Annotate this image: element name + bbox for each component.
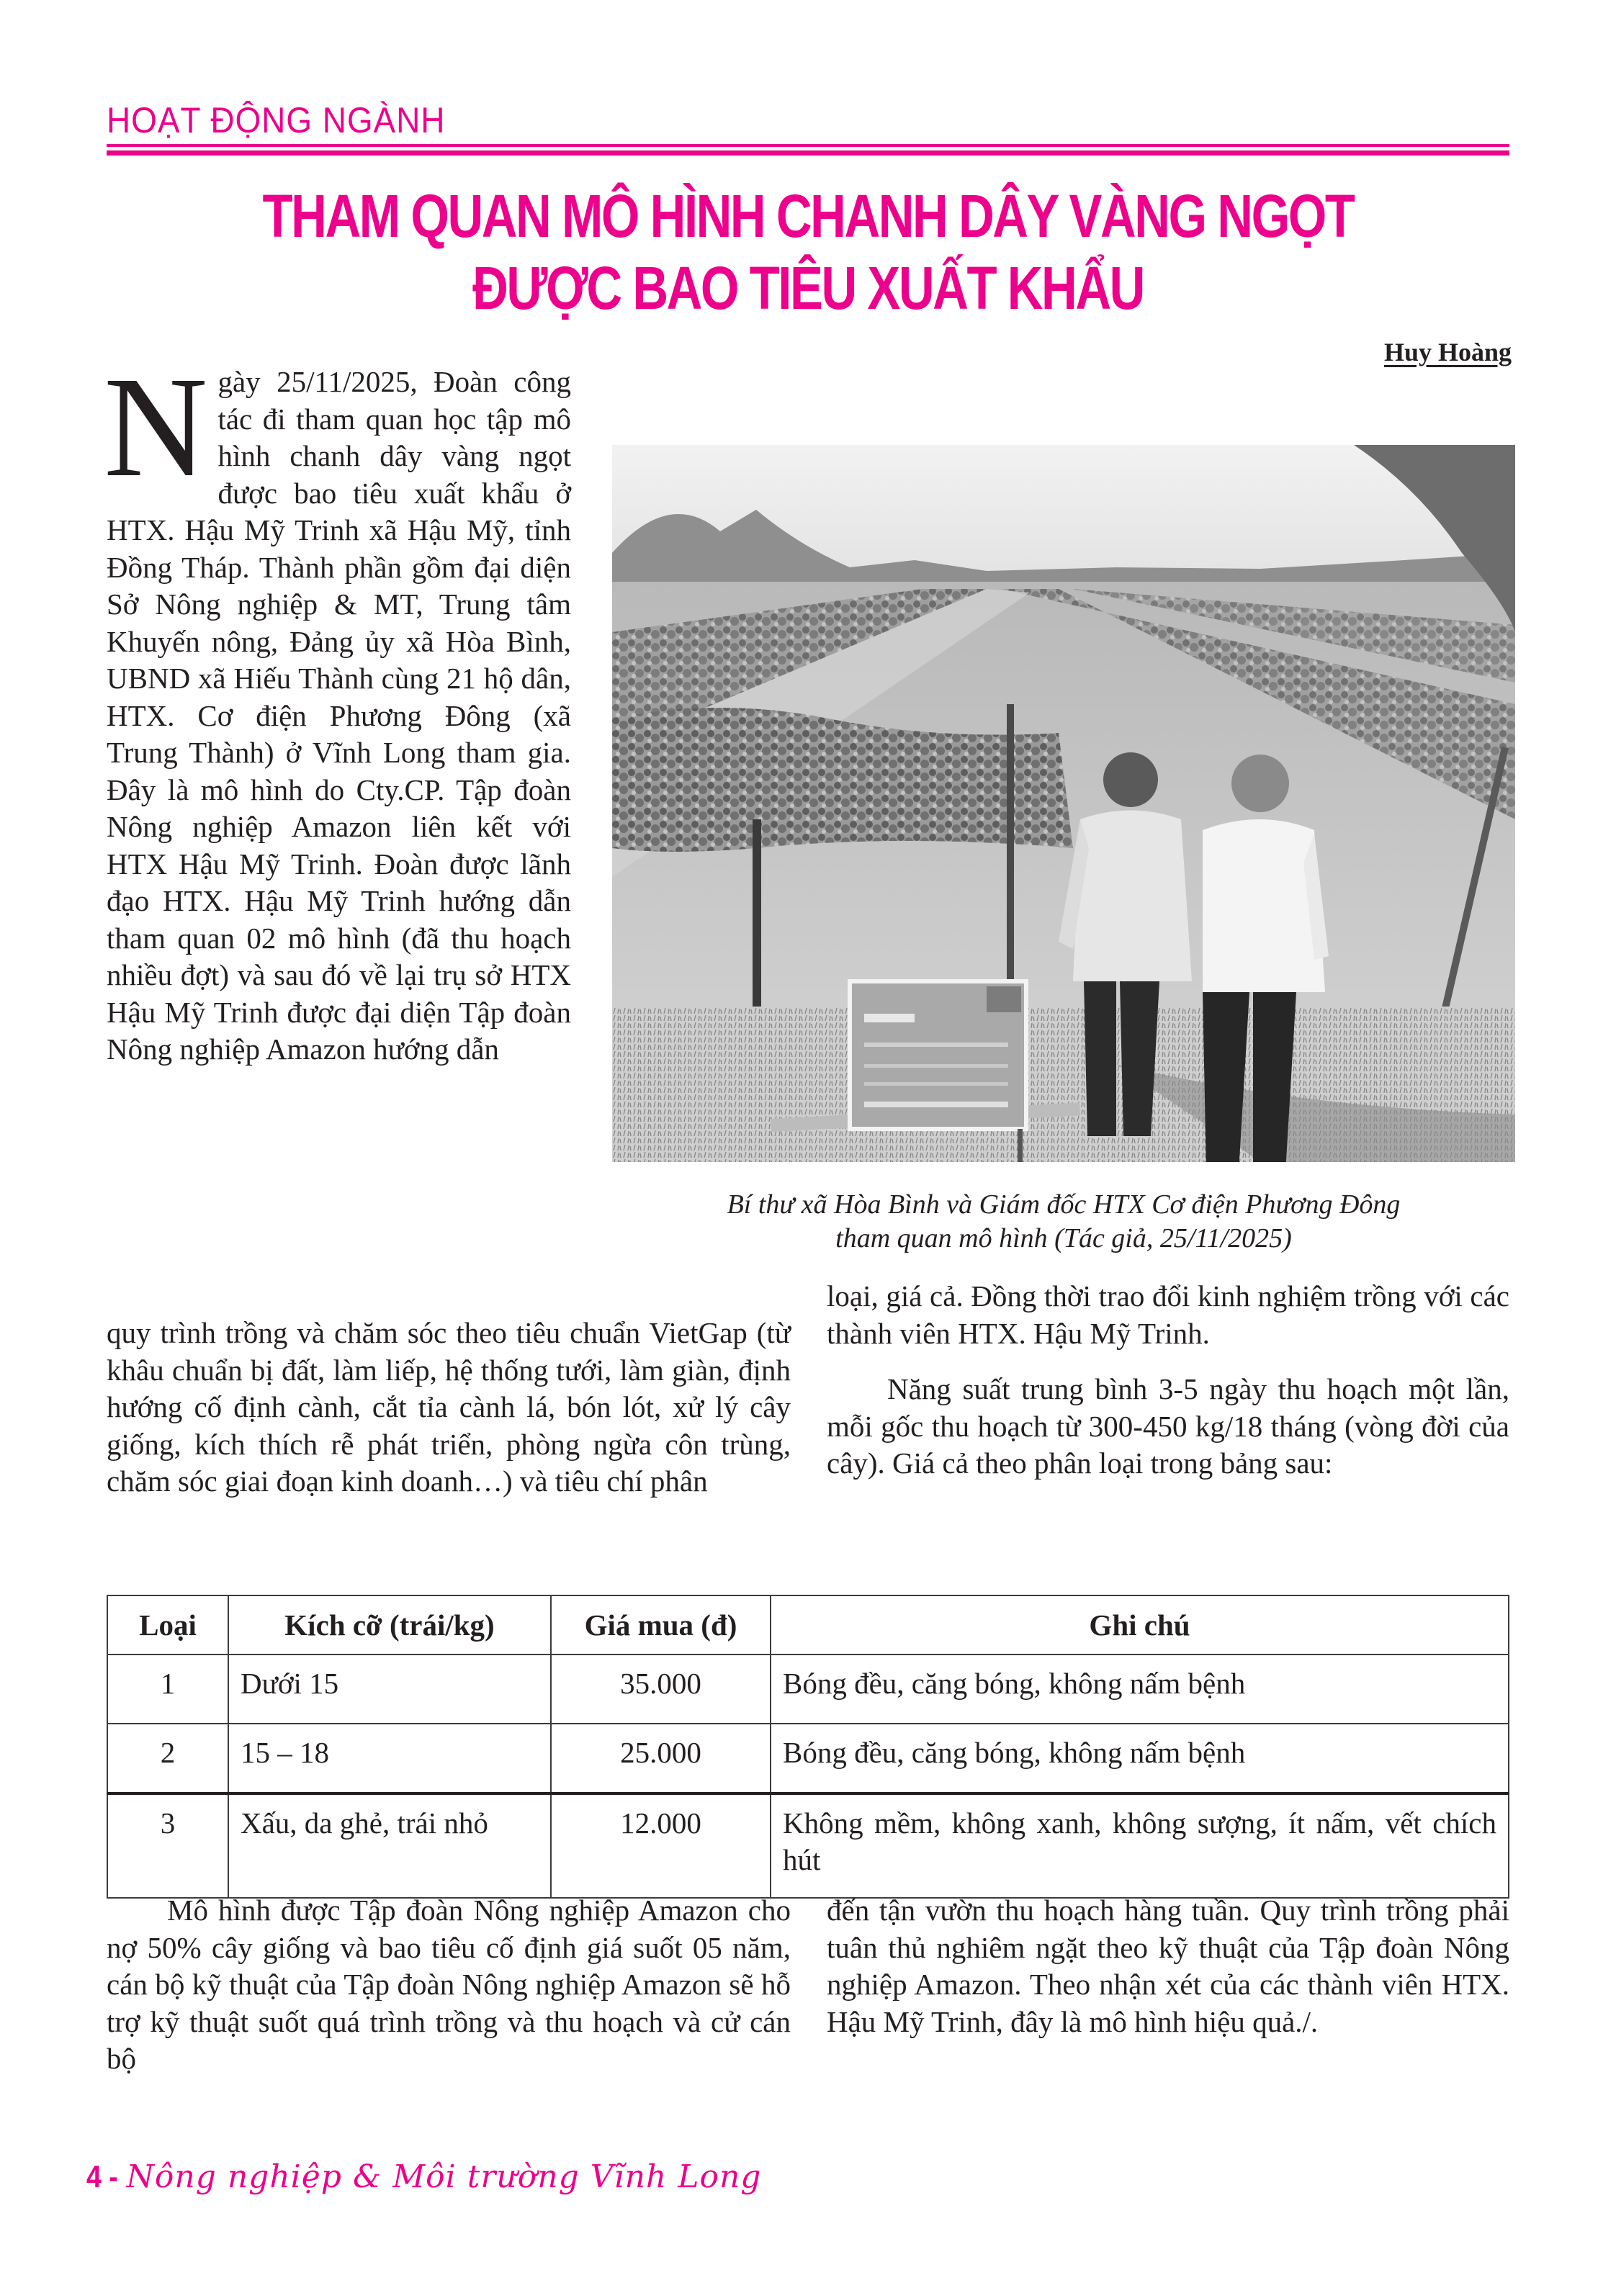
cell-size: Xấu, da ghẻ, trái nhỏ [228, 1793, 551, 1898]
header-rule-thick [107, 150, 1509, 156]
cell-price: 35.000 [551, 1655, 771, 1724]
magazine-name: Nông nghiệp & Môi trường Vĩnh Long [126, 2158, 762, 2195]
drop-cap: N [104, 348, 208, 507]
article-closing-left: Mô hình được Tập đoàn Nông nghiệp Amazon cho nợ 50% cây giống và bao tiêu cố định giá suốt 05 năm, cán bộ kỹ thuật của Tập đoàn Nông nghiệp Amazon sẽ hỗ trợ kỹ thuật suốt quá trình trồng và thu hoạch và cử cán bộ [107, 1894, 791, 2075]
table-row [107, 1655, 1509, 1724]
article-right-column [827, 1278, 1509, 1482]
headline-line-1: THAM QUAN MÔ HÌNH CHANH DÂY VÀNG NGỌT [262, 182, 1354, 250]
article-intro-text: gày 25/11/2025, Đoàn công tác đi tham quan học tập mô hình chanh dây vàng ngọt được bao tiêu xuất khẩu ở HTX. Hậu Mỹ Trinh xã Hậu Mỹ, tỉnh Đồng Tháp. Thành phần gồm đại diện Sở Nông nghiệp & MT, Trung tâm Khuyến nông, Đảng ủy xã Hòa Bình, UBND xã Hiếu Thành cùng 21 hộ dân, HTX. Cơ điện Phương Đông (xã Trung Thành) ở Vĩnh Long tham gia. Đây là mô hình do Cty.CP. Tập đoàn Nông nghiệp Amazon liên kết với HTX Hậu Mỹ Trinh. Đoàn được lãnh đạo HTX. Hậu Mỹ Trinh hướng dẫn tham quan 02 mô hình (đã thu hoạch nhiều đợt) và sau đó về lại trụ sở HTX Hậu Mỹ Trinh được đại diện Tập đoàn Nông nghiệp Amazon hướng dẫn [107, 365, 571, 1066]
article-intro-column [104, 348, 571, 1068]
cell-price: 25.000 [551, 1724, 771, 1793]
column-header-price: Giá mua (đ) [551, 1595, 771, 1655]
cell-price: 12.000 [551, 1793, 771, 1898]
table-row [107, 1724, 1509, 1793]
header-rule-thin [107, 144, 1509, 147]
table-row [107, 1793, 1509, 1898]
cell-grade: 3 [107, 1793, 228, 1898]
article-closing-right: đến tận vườn thu hoạch hàng tuần. Quy trình trồng phải tuân thủ nghiêm ngặt theo kỹ thuật của Tập đoàn Nông nghiệp Amazon. Theo nhận xét của các thành viên HTX. Hậu Mỹ Trinh, đây là mô hình hiệu quả./. [827, 1894, 1509, 2038]
price-table-header-row [107, 1595, 1509, 1655]
cell-grade: 1 [107, 1655, 228, 1724]
page-footer [86, 2158, 761, 2195]
photo-caption-line-1: Bí thư xã Hòa Bình và Giám đốc HTX Cơ điện Phương Đông [727, 1189, 1401, 1220]
page-number: 4 - [86, 2159, 118, 2194]
column-header-grade: Loại [107, 1595, 228, 1655]
cell-size: 15 – 18 [228, 1724, 551, 1793]
cell-note: Bóng đều, căng bóng, không nấm bệnh [771, 1655, 1509, 1724]
photo-caption [612, 1188, 1515, 1256]
article-photo [612, 445, 1515, 1162]
photo-caption-line-2: tham quan mô hình (Tác giả, 25/11/2025) [835, 1223, 1292, 1253]
article-paragraph-classification: loại, giá cả. Đồng thời trao đổi kinh nghiệm trồng với các thành viên HTX. Hậu Mỹ Trinh. [827, 1279, 1509, 1350]
farm-visit-photo-illustration [612, 445, 1515, 1162]
cell-size: Dưới 15 [228, 1655, 551, 1724]
section-label: HOẠT ĐỘNG NGÀNH [107, 100, 446, 140]
cell-grade: 2 [107, 1724, 228, 1793]
article-continuation: quy trình trồng và chăm sóc theo tiêu chuẩn VietGap (từ khâu chuẩn bị đất, làm liếp, hệ thống tưới, làm giàn, định hướng cố định cành, cắt tỉa cành lá, bón lót, xử lý cây giống, kích thích rễ phát triển, phòng ngừa côn trùng, chăm sóc giai đoạn kinh doanh…) và tiêu chí phân [107, 1316, 791, 1498]
column-header-size: Kích cỡ (trái/kg) [228, 1595, 551, 1655]
cell-note: Bóng đều, căng bóng, không nấm bệnh [771, 1724, 1509, 1793]
cell-note: Không mềm, không xanh, không sượng, ít nấm, vết chích hút [771, 1793, 1509, 1898]
author-byline: Huy Hoàng [1383, 338, 1512, 366]
price-table [107, 1595, 1509, 1899]
column-header-note: Ghi chú [771, 1595, 1509, 1655]
article-paragraph-yield: Năng suất trung bình 3-5 ngày thu hoạch một lần, mỗi gốc thu hoạch từ 300-450 kg/18 tháng (vòng đời của cây). Giá cả theo phân loại trong bảng sau: [827, 1372, 1509, 1480]
headline-line-2: ĐƯỢC BAO TIÊU XUẤT KHẨU [472, 254, 1144, 322]
